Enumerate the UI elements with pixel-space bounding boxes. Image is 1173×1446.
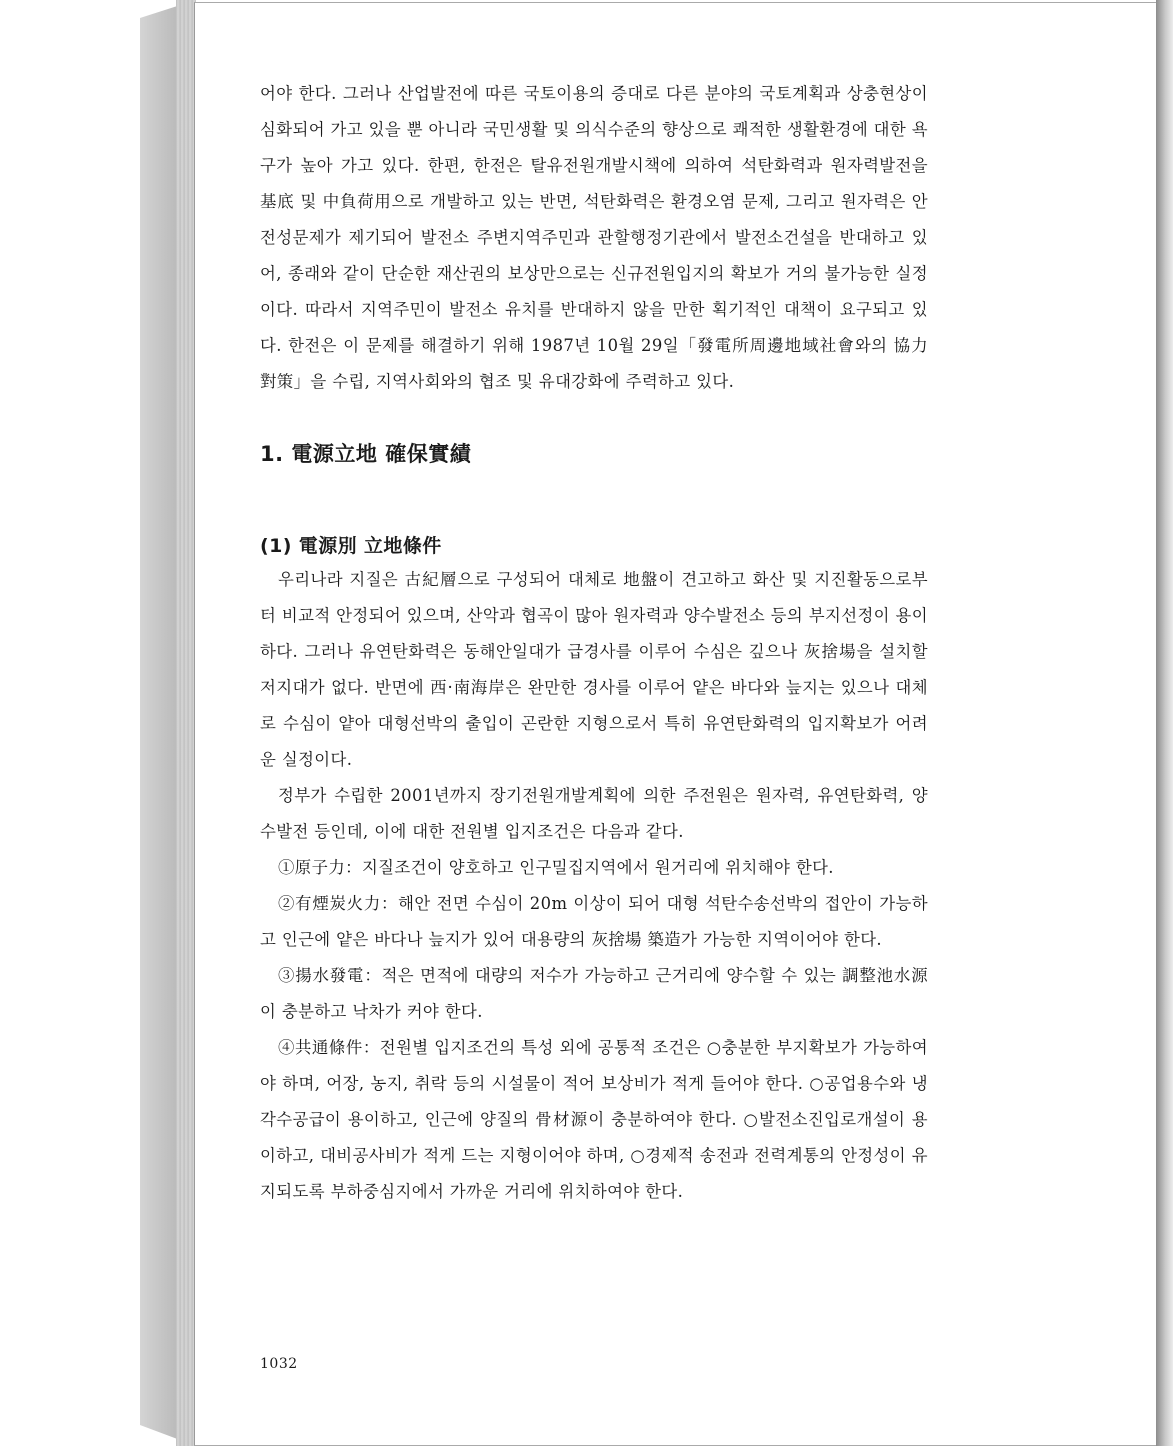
list-item-common-conditions: ④共通條件：전원별 입지조건의 특성 외에 공통적 조건은 ○충분한 부지확보가 가능하여야 하며, 어장, 농지, 취락 등의 시설물이 적어 보상비가 적게 들어야 한다. ○공업용수와 냉각수공급이 용이하고, 인근에 양질의 骨材源이 충분하여야 한다. ○발전소진입로개설이 용이하고, 대비공사비가 적게 드는 지형이어야 하며, ○경제적 송전과 전력계통의 안정성이 유지되도록 부하중심지에서 가까운 거리에 위치하여야 한다. — [260, 1038, 928, 1201]
page-shadow — [1156, 0, 1173, 1446]
list-item-pumped-storage: ③揚水發電：적은 면적에 대량의 저수가 가능하고 근거리에 양수할 수 있는 調整池水源이 충분하고 낙차가 커야 한다. — [260, 966, 928, 1021]
subsection-title: (1) 電源別 立地條件 — [260, 535, 442, 557]
list-item-coal-thermal: ②有煙炭火力：해안 전면 수심이 20m 이상이 되어 대형 석탄수송선박의 접안이 가능하고 인근에 얕은 바다나 늪지가 있어 대용량의 灰捨場 築造가 가능한 지역이어야 한다. — [260, 894, 928, 949]
intro-paragraph: 어야 한다. 그러나 산업발전에 따른 국토이용의 증대로 다른 분야의 국토계획과 상충현상이 심화되어 가고 있을 뿐 아니라 국민생활 및 의식수준의 향상으로 쾌적한 생활환경에 대한 욕구가 높아 가고 있다. 한편, 한전은 탈유전원개발시책에 의하여 석탄화력과 원자력발전을 基底 및 中負荷用으로 개발하고 있는 반면, 석탄화력은 환경오염 문제, 그리고 원자력은 안전성문제가 제기되어 발전소 주변지역주민과 관할행정기관에서 발전소건설을 반대하고 있어, 종래와 같이 단순한 재산권의 보상만으로는 신규전원입지의 확보가 거의 불가능한 실정이다. 따라서 지역주민이 발전소 유치를 반대하지 않을 만한 획기적인 대책이 요구되고 있다. 한전은 이 문제를 해결하기 위해 1987년 10월 29일「發電所周邊地域社會와의 協力對策」을 수립, 지역사회와의 협조 및 유대강화에 주력하고 있다. — [260, 84, 928, 391]
list-item-nuclear: ①原子力：지질조건이 양호하고 인구밀집지역에서 원거리에 위치해야 한다. — [278, 858, 834, 877]
page-content — [260, 76, 928, 1210]
section-title: 1. 電源立地 確保實績 — [260, 442, 472, 466]
page-edges — [176, 0, 196, 1446]
page-number: 1032 — [260, 1356, 298, 1372]
paragraph-power-plan: 정부가 수립한 2001년까지 장기전원개발계획에 의한 주전원은 원자력, 유연탄화력, 양수발전 등인데, 이에 대한 전원별 입지조건은 다음과 같다. — [260, 786, 928, 841]
paragraph-geology: 우리나라 지질은 古紀層으로 구성되어 대체로 地盤이 견고하고 화산 및 지진활동으로부터 비교적 안정되어 있으며, 산악과 협곡이 많아 원자력과 양수발전소 등의 부지선정이 용이하다. 그러나 유연탄화력은 동해안일대가 급경사를 이루어 수심은 깊으나 灰捨場을 설치할 저지대가 없다. 반면에 西·南海岸은 완만한 경사를 이루어 얕은 바다와 늪지는 있으나 대체로 수심이 얕아 대형선박의 출입이 곤란한 지형으로서 특히 유연탄화력의 입지확보가 어려운 실정이다. — [260, 570, 928, 769]
